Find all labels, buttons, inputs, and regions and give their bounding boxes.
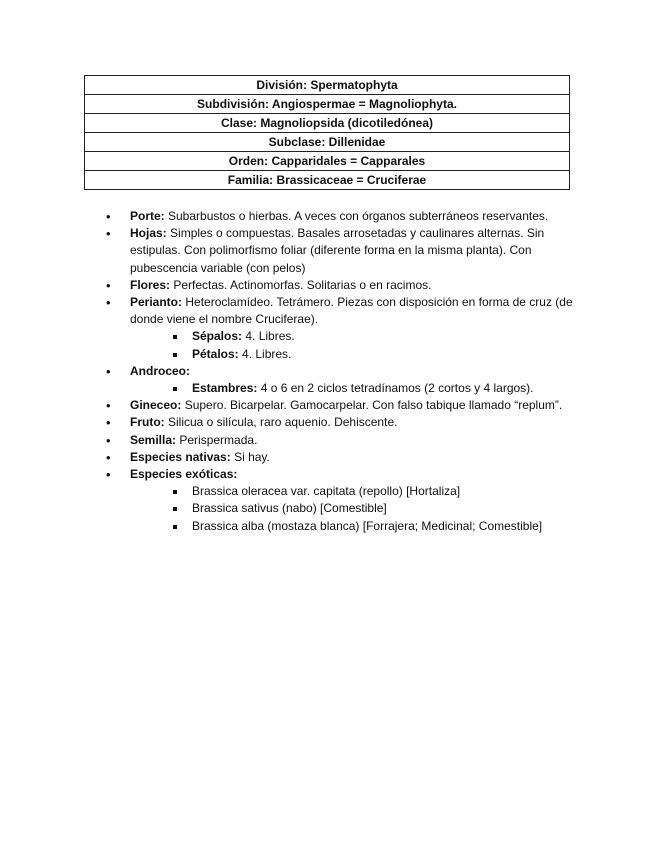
perianto-label: Perianto:: [130, 295, 183, 310]
list-item-exoticas: [106, 466, 576, 535]
androceo-label: Androceo:: [130, 363, 190, 378]
exoticas-sublist: [130, 483, 576, 535]
flores-label: Flores:: [130, 277, 171, 292]
table-row: [85, 133, 570, 152]
orden-cell: Orden: Capparidales = Capparales: [85, 152, 570, 171]
clase-cell: Clase: Magnoliopsida (dicotiledónea): [85, 114, 570, 133]
species-item: Brassica oleracea var. capitata (repollo) [Hortaliza]: [130, 483, 576, 500]
fruto-label: Fruto:: [130, 415, 165, 430]
list-item-gineceo: [106, 397, 576, 414]
species-item: Brassica alba (mostaza blanca) [Forrajera; Medicinal; Comestible]: [130, 518, 576, 535]
estambres-text: 4 o 6 en 2 ciclos tetradínamos (2 cortos y 4 largos).: [257, 381, 534, 396]
table-row: [85, 171, 570, 190]
semilla-text: Perispermada.: [176, 432, 258, 447]
subdivision-cell: Subdivisión: Angiospermae = Magnoliophyta.: [85, 95, 570, 114]
table-row: [85, 95, 570, 114]
androceo-sublist: [130, 380, 576, 397]
list-item-flores: [106, 277, 576, 294]
list-item-androceo: [106, 363, 576, 397]
list-item-sepalos: [130, 328, 576, 345]
list-item-petalos: [130, 346, 576, 363]
table-row: [85, 152, 570, 171]
gineceo-label: Gineceo:: [130, 398, 182, 413]
table-row: [85, 76, 570, 95]
flores-text: Perfectas. Actinomorfas. Solitarias o en racimos.: [170, 277, 432, 292]
species-item: Brassica sativus (nabo) [Comestible]: [130, 500, 576, 517]
estambres-label: Estambres:: [192, 381, 258, 396]
taxonomy-table: [84, 75, 570, 190]
division-cell: División: Spermatophyta: [85, 76, 570, 95]
gineceo-text: Supero. Bicarpelar. Gamocarpelar. Con falso tabique llamado “replum”.: [181, 398, 563, 413]
hojas-label: Hojas:: [130, 226, 167, 241]
hojas-text: Simples o compuestas. Basales arrosetadas y caulinares alternas. Sin estipulas. Con polimorfismo foliar (diferente forma en la misma planta). Con pubescencia variable (con pelos): [130, 226, 545, 275]
list-item-porte: [106, 208, 576, 225]
porte-text: Subarbustos o hierbas. A veces con órganos subterráneos reservantes.: [164, 209, 549, 223]
list-item-perianto: [106, 294, 576, 363]
perianto-sublist: [130, 328, 576, 362]
petalos-text: 4. Libres.: [238, 346, 292, 361]
nativas-label: Especies nativas:: [130, 449, 231, 464]
list-item-hojas: [106, 225, 576, 277]
semilla-label: Semilla:: [130, 432, 177, 447]
list-item-nativas: [106, 449, 576, 466]
porte-label: Porte:: [130, 209, 165, 223]
list-item-estambres: [130, 380, 576, 397]
sepalos-text: 4. Libres.: [242, 329, 295, 344]
familia-cell: Familia: Brassicaceae = Cruciferae: [85, 171, 570, 190]
list-item-semilla: [106, 432, 576, 449]
sepalos-label: Sépalos:: [192, 329, 243, 344]
list-item-fruto: [106, 414, 576, 431]
perianto-text: Heteroclamídeo. Tetrámero. Piezas con disposición en forma de cruz (de donde viene el nombre Cruciferae).: [130, 295, 573, 327]
exoticas-label: Especies exóticas:: [130, 467, 238, 482]
nativas-text: Si hay.: [230, 449, 270, 464]
characteristics-list: [106, 208, 576, 535]
table-row: [85, 114, 570, 133]
fruto-text: Silicua o silícula, raro aquenio. Dehiscente.: [164, 415, 398, 430]
petalos-label: Pétalos:: [192, 346, 239, 361]
subclase-cell: Subclase: Dillenidae: [85, 133, 570, 152]
